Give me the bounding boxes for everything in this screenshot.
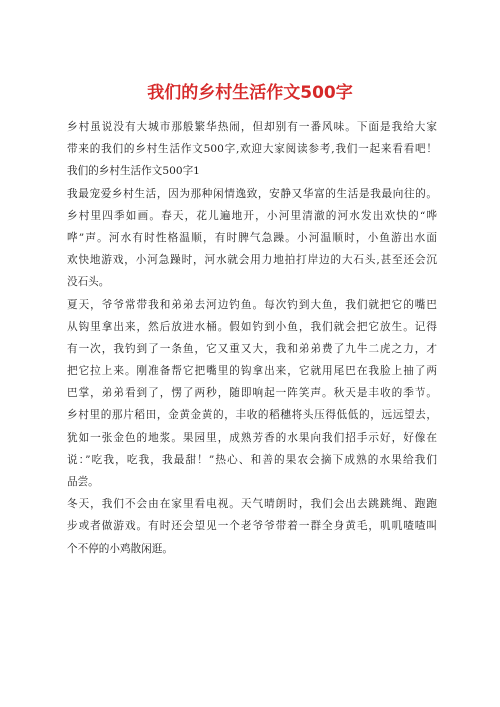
body-line: 巴掌，弟弟看到了，愣了两秒，随即响起一阵笑声。秋天是丰收的季节。 [67,387,437,400]
body-line: 冬天，我们不会由在家里看电视。天气晴朗时，我们会出去跳跳绳、跑跑 [67,498,437,511]
body-line: 没石头。 [67,276,110,289]
body-line: 我最宠爱乡村生活，因为那种闲情逸致，安静又华富的生活是我最向往的。 [67,187,437,200]
body-line: 乡村虽说没有大城市那般繁华热闹，但却别有一番风味。下面是我给大家 [67,121,437,133]
body-line: 乡村里四季如画。春天，花儿遍地开，小河里清澈的河水发出欢快的“哗 [67,209,437,222]
body-line: 有一次，我钓到了一条鱼，它又重又大，我和弟弟费了九牛二虎之力，才 [67,342,437,355]
document-body [67,116,437,560]
body-line: 说：”吃我，吃我，我最甜！”热心、和善的果农会摘下成熟的水果给我们 [67,453,437,466]
body-line: 哗”声。河水有时性格温顺，有时脾气急躁。小河温顺时，小鱼游出水面 [67,231,437,244]
body-line: 犹如一张金色的地浆。果园里，成熟芳香的水果向我们招手示好，好像在 [67,431,437,444]
section-heading: 我们的乡村生活作文500字1 [67,165,200,178]
body-line: 从钩里拿出来，然后放进水桶。假如钓到小鱼，我们就会把它放生。记得 [67,320,437,333]
body-line: 品尝。 [67,476,99,488]
body-line: 欢快地游戏，小河急躁时，河水就会用力地拍打岸边的大石头,甚至还会沉 [67,254,437,267]
body-line: 个不停的小鸡散闲逛。 [67,542,173,555]
body-line: 步或者做游戏。有时还会望见一个老爷爷带着一群全身黄毛，叽叽喳喳叫 [67,520,437,533]
body-line: 把它拉上来。刚准备帮它把嘴里的钩拿出来，它就用尾巴在我脸上抽了两 [67,365,437,378]
body-line: 夏天，爷爷常带我和弟弟去河边钓鱼。每次钓到大鱼，我们就把它的嘴巴 [67,298,437,311]
body-line: 乡村里的那片稻田，金黄金黄的，丰收的稻穗将头压得低低的，远远望去， [67,409,437,422]
body-line: 带来的我们的乡村生活作文500字,欢迎大家阅读参考,我们一起来看看吧！ [67,143,437,156]
document-title: 我们的乡村生活作文500字 [147,83,353,103]
